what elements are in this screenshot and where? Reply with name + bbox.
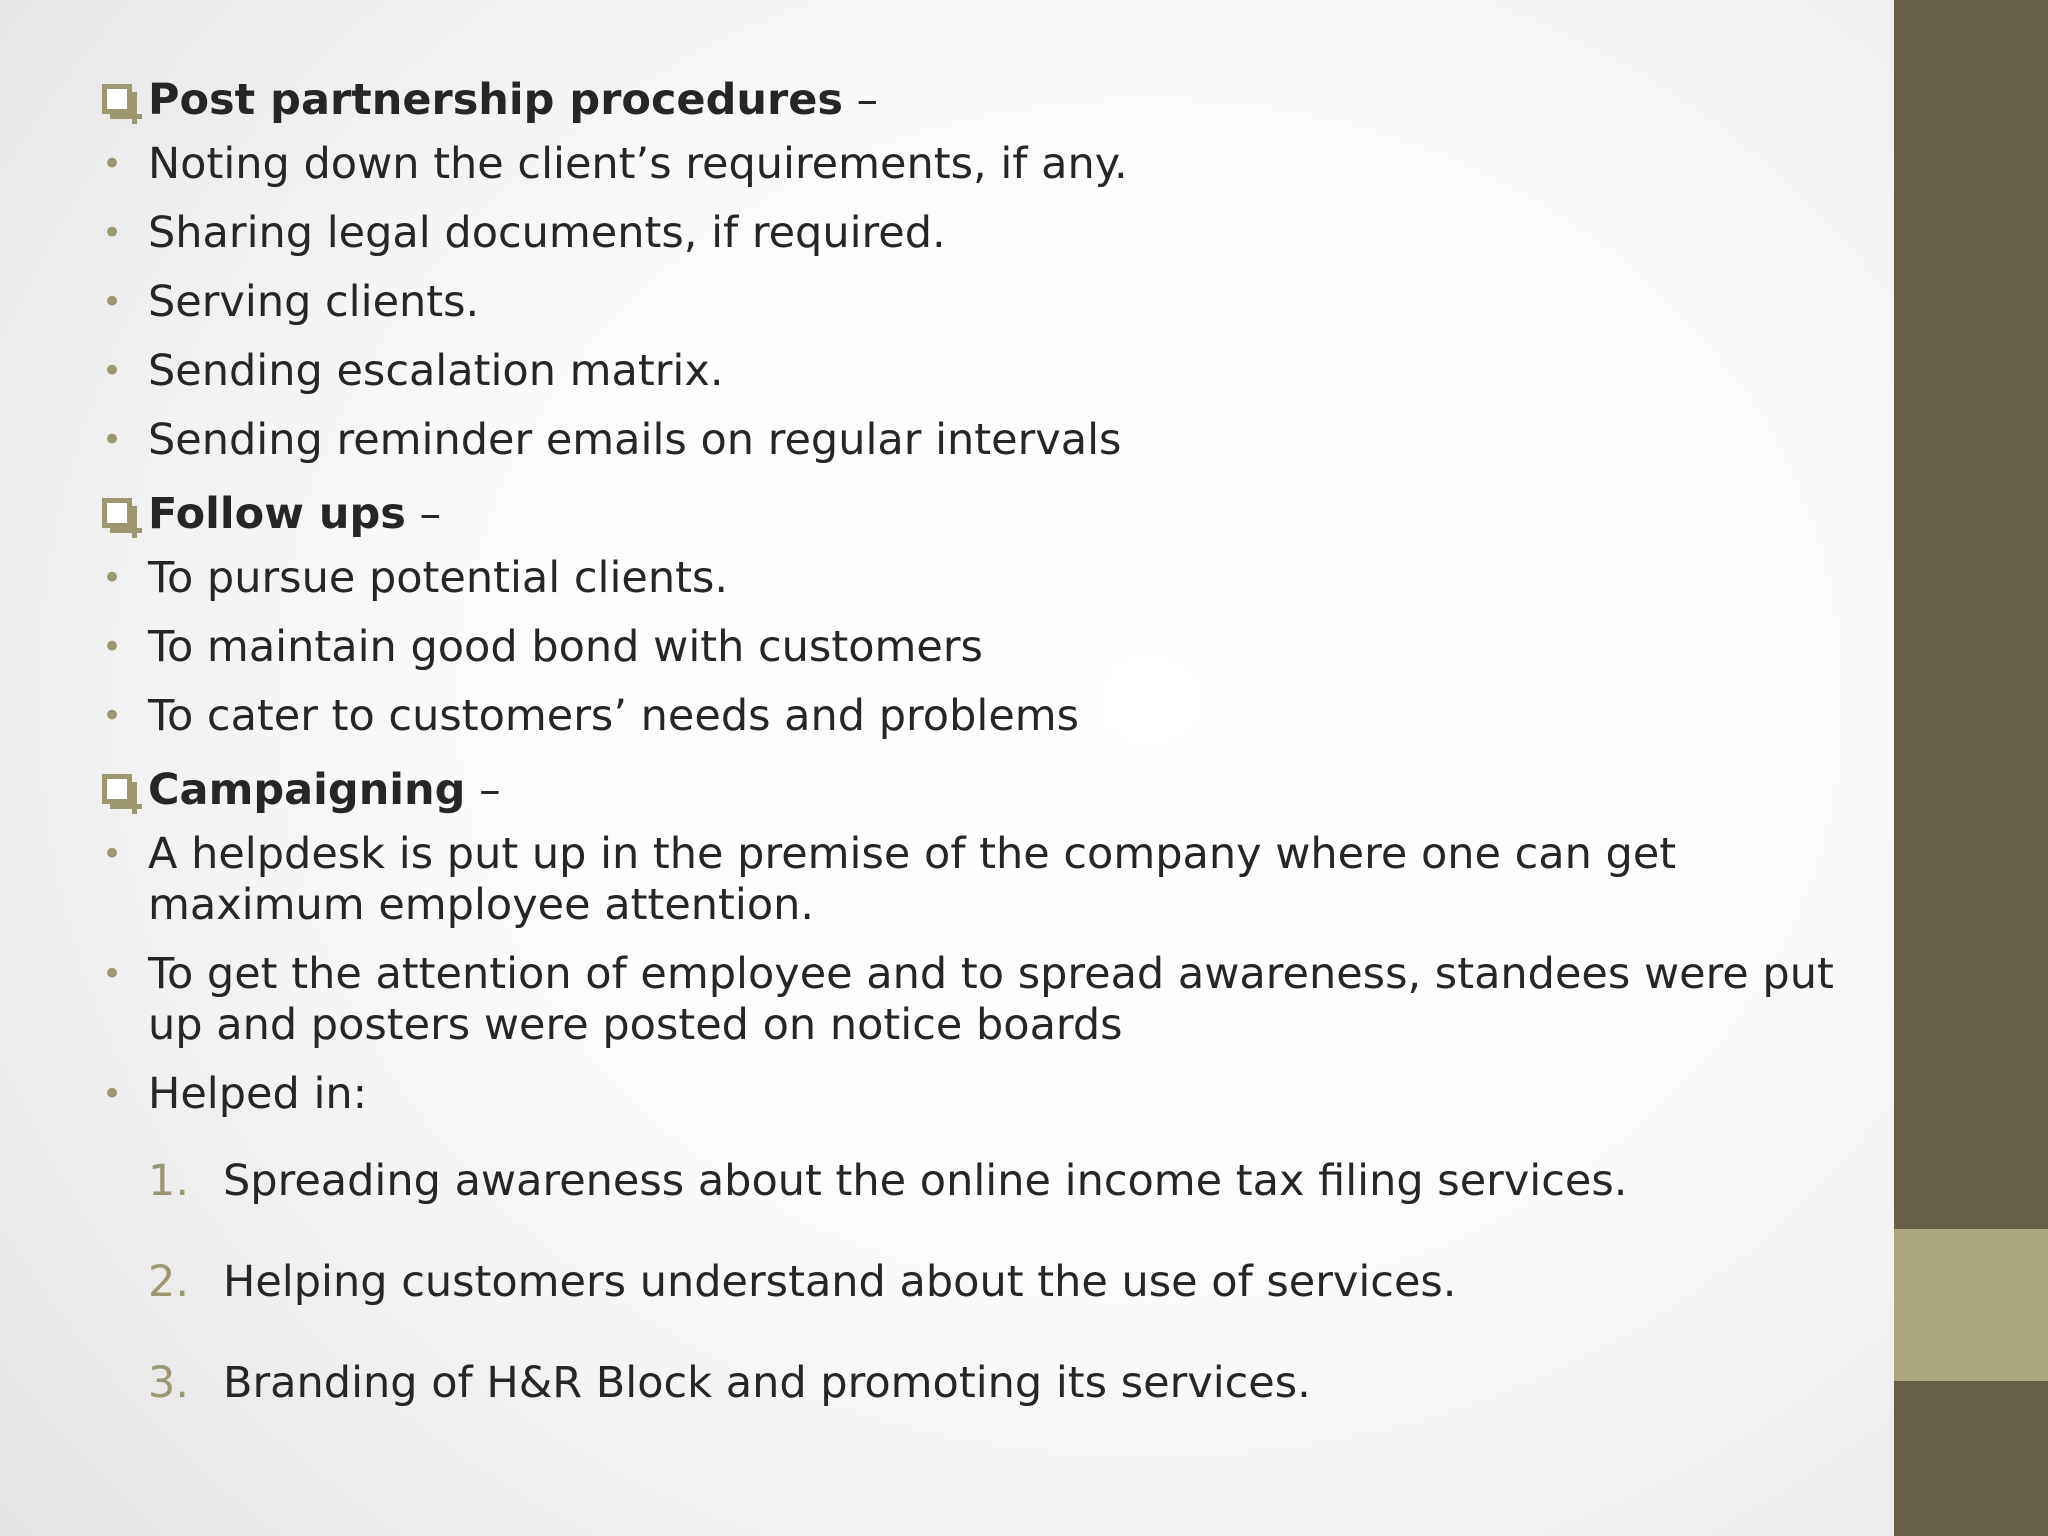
list-item-text: To cater to customers’ needs and problems bbox=[148, 691, 1080, 741]
bullet-dot-icon: • bbox=[101, 696, 123, 736]
list-item bbox=[100, 829, 1860, 931]
section-dash: – bbox=[419, 489, 442, 539]
list-item-text: Sending escalation matrix. bbox=[148, 346, 724, 396]
bullet-dot-icon: • bbox=[101, 351, 123, 391]
bullet-dot-icon: • bbox=[101, 1074, 123, 1114]
numbered-item bbox=[100, 1156, 1860, 1207]
list-item bbox=[100, 553, 1860, 604]
checkbox-bullet-icon bbox=[102, 84, 132, 114]
slide-content bbox=[100, 70, 1860, 1459]
bullet-dot-icon: • bbox=[101, 282, 123, 322]
numbered-item-text: Branding of H&R Block and promoting its services. bbox=[223, 1358, 1311, 1408]
bullet-dot-icon: • bbox=[101, 144, 123, 184]
list-item-text: To get the attention of employee and to spread awareness, standees were put up and posters were posted on notice boards bbox=[148, 949, 1834, 1050]
list-item-text: Noting down the client’s requirements, if any. bbox=[148, 139, 1128, 189]
list-item bbox=[100, 622, 1860, 673]
list-item bbox=[100, 139, 1860, 190]
bullet-dot-icon: • bbox=[101, 213, 123, 253]
section-heading-post-partnership bbox=[100, 70, 1860, 139]
list-item bbox=[100, 1069, 1860, 1120]
list-item bbox=[100, 277, 1860, 328]
list-item-text: A helpdesk is put up in the premise of the company where one can get maximum employee attention. bbox=[148, 829, 1677, 930]
numbered-item bbox=[100, 1358, 1860, 1409]
section-title: Follow ups bbox=[148, 489, 406, 539]
numbered-item-text: Spreading awareness about the online income tax filing services. bbox=[223, 1156, 1628, 1206]
list-item-text: Helped in: bbox=[148, 1069, 368, 1119]
section-heading-follow-ups bbox=[100, 484, 1860, 553]
list-item bbox=[100, 949, 1860, 1051]
section-heading-campaigning bbox=[100, 760, 1860, 829]
bullet-dot-icon: • bbox=[101, 558, 123, 598]
bullet-dot-icon: • bbox=[101, 834, 123, 874]
item-number: 1. bbox=[148, 1156, 190, 1206]
numbered-item bbox=[100, 1257, 1860, 1308]
list-item-text: Sending reminder emails on regular intervals bbox=[148, 415, 1122, 465]
list-item bbox=[100, 208, 1860, 259]
item-number: 3. bbox=[148, 1358, 190, 1408]
list-item bbox=[100, 691, 1860, 742]
numbered-item-text: Helping customers understand about the use of services. bbox=[223, 1257, 1457, 1307]
section-dash: – bbox=[479, 765, 501, 815]
section-title: Post partnership procedures bbox=[148, 75, 843, 125]
checkbox-bullet-icon bbox=[102, 774, 132, 804]
section-dash: – bbox=[856, 75, 879, 125]
bullet-dot-icon: • bbox=[101, 420, 123, 460]
list-item-text: To maintain good bond with customers bbox=[148, 622, 983, 672]
list-item bbox=[100, 415, 1860, 466]
list-item bbox=[100, 346, 1860, 397]
list-item-text: Sharing legal documents, if required. bbox=[148, 208, 946, 258]
checkbox-bullet-icon bbox=[102, 498, 132, 528]
bullet-dot-icon: • bbox=[101, 954, 123, 994]
list-item-text: Serving clients. bbox=[148, 277, 480, 327]
item-number: 2. bbox=[148, 1257, 190, 1307]
bullet-dot-icon: • bbox=[101, 627, 123, 667]
section-title: Campaigning bbox=[148, 765, 466, 815]
side-accent-block bbox=[1894, 1229, 2048, 1381]
list-item-text: To pursue potential clients. bbox=[148, 553, 729, 603]
